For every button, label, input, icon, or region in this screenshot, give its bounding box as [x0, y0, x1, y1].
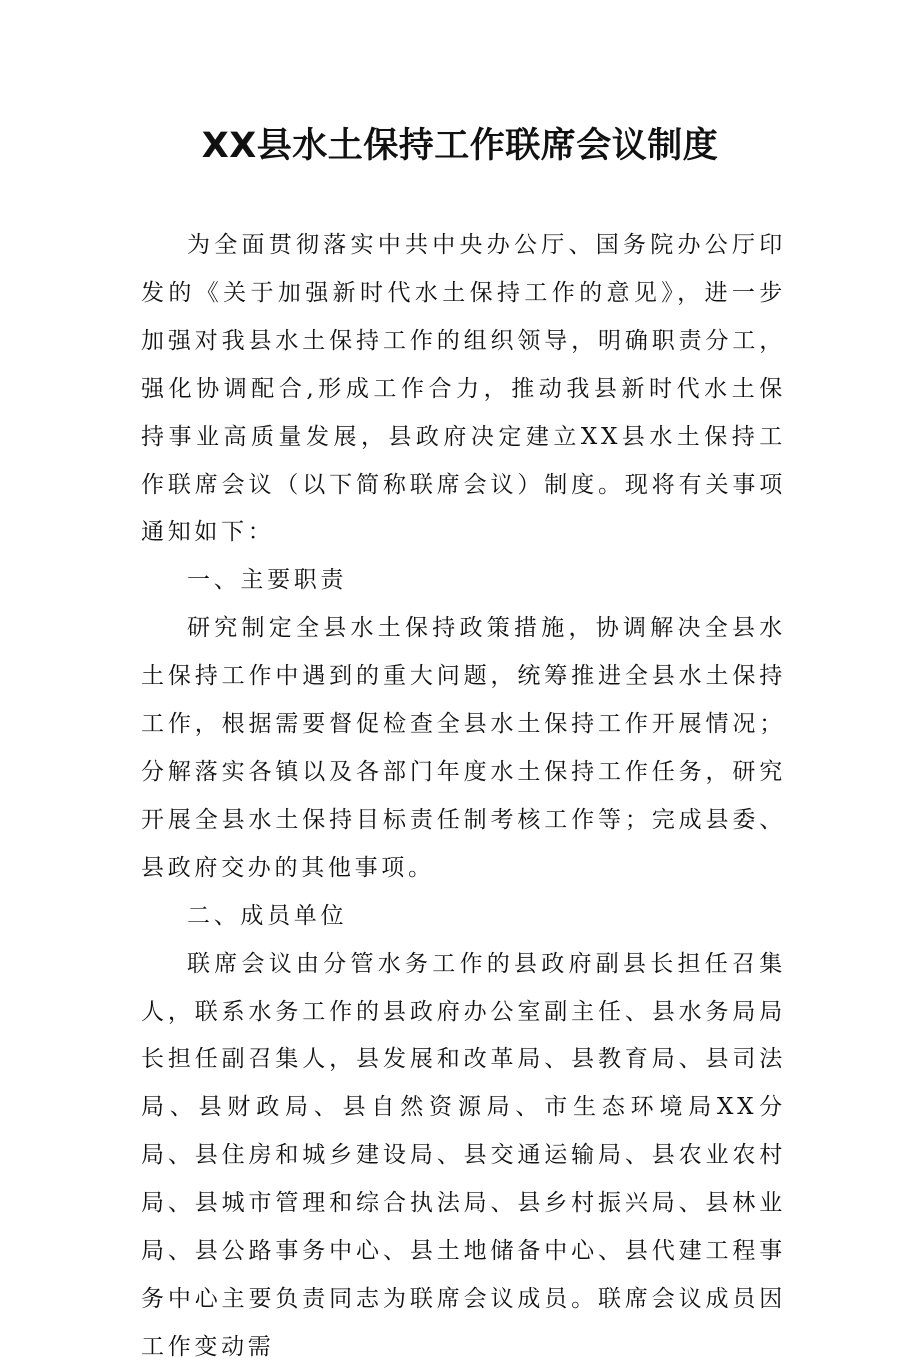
- document-body: [141, 222, 786, 1372]
- section-heading-duties: 一、主要职责: [187, 567, 348, 594]
- section-heading-members: 二、成员单位: [187, 902, 348, 929]
- document-title: XX县水土保持工作联席会议制度: [201, 126, 719, 166]
- section-body-members: 联席会议由分管水务工作的县政府副县长担任召集人，联系水务工作的县政府办公室副主任、县水务局局长担任副召集人，县发展和改革局、县教育局、县司法局、县财政局、县自然资源局、市生态环境局XX分局、县住房和城乡建设局、县交通运输局、县农业农村局、县城市管理和综合执法局、县乡村振兴局、县林业局、县公路事务中心、县土地储备中心、县代建工程事务中心主要负责同志为联席会议成员。联席会议成员因工作变动需: [141, 950, 786, 1360]
- section-body-duties: 研究制定全县水土保持政策措施，协调解决全县水土保持工作中遇到的重大问题，统筹推进全县水土保持工作，根据需要督促检查全县水土保持工作开展情况；分解落实各镇以及各部门年度水土保持工作任务，研究开展全县水土保持目标责任制考核工作等；完成县委、县政府交办的其他事项。: [141, 615, 786, 881]
- intro-paragraph: 为全面贯彻落实中共中央办公厅、国务院办公厅印发的《关于加强新时代水土保持工作的意见》，进一步加强对我县水土保持工作的组织领导，明确职责分工，强化协调配合,形成工作合力，推动我县新时代水土保持事业高质量发展，县政府决定建立XX县水土保持工作联席会议（以下简称联席会议）制度。现将有关事项通知如下：: [141, 232, 786, 546]
